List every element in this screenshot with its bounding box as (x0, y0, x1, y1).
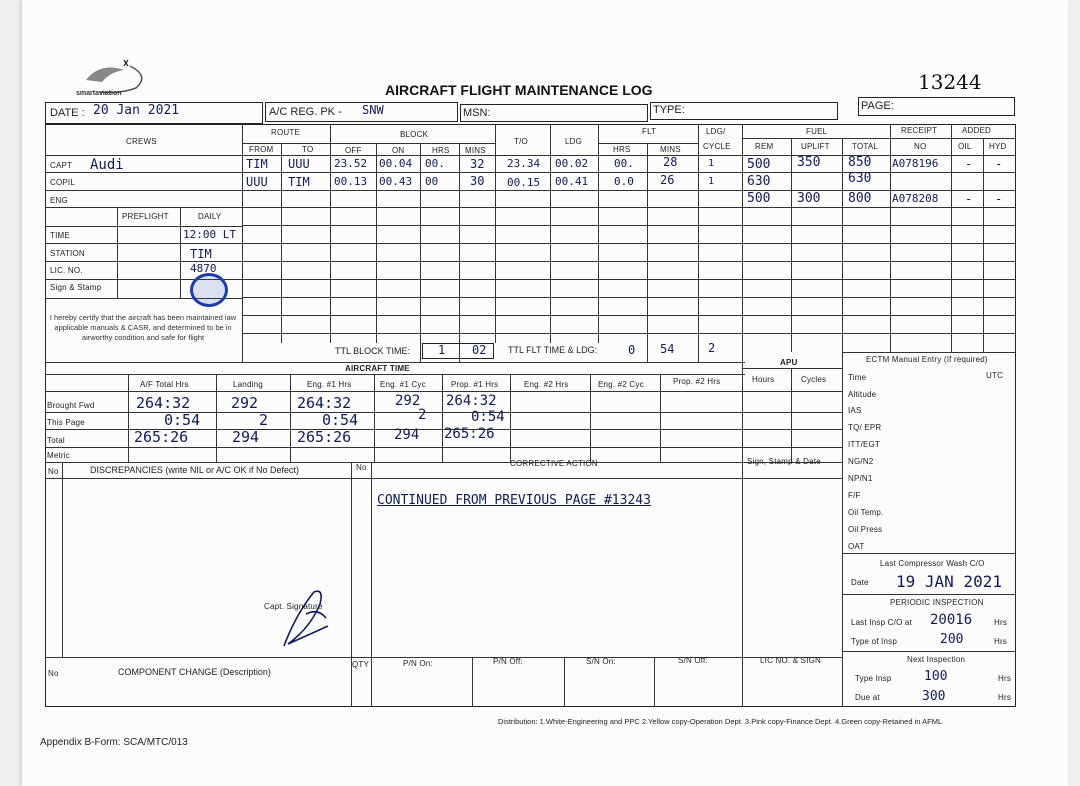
capt-value: Audi (90, 157, 124, 173)
mins-header: MINS (465, 146, 486, 155)
type-insp-value: 200 (940, 632, 964, 647)
this-page-prop1: 0:54 (471, 409, 505, 425)
page-label: PAGE: (861, 100, 894, 112)
brought-fwd-label: Brought Fwd (47, 401, 95, 410)
receipt-header-1: RECEIPT (901, 126, 938, 135)
row1-uplift: 350 (797, 155, 821, 170)
pn-off-header: P/N Off: (493, 657, 523, 666)
corr-no-label: No (356, 463, 367, 472)
ectm-time: Time (848, 373, 867, 382)
col-prop1-hrs: Prop. #1 Hrs (451, 380, 499, 389)
capt-label: CAPT (50, 161, 73, 170)
uplift-header: UPLIFT (801, 142, 830, 151)
apu-hours: Hours (752, 375, 775, 384)
row1-from: TIM (246, 157, 268, 171)
rem-header: REM (755, 142, 774, 151)
inspection-stamp (190, 273, 228, 307)
this-page-af: 0:54 (164, 411, 201, 429)
capt-signature-label: Capt. Signature (264, 602, 323, 611)
row1-to: UUU (288, 157, 310, 171)
this-page-label: This Page (47, 418, 85, 427)
row2-from: UUU (246, 175, 268, 189)
row2-on: 00.43 (379, 175, 413, 188)
row1-off: 23.52 (334, 157, 368, 170)
station-value: TIM (190, 247, 212, 261)
row1-cycle: 1 (708, 158, 715, 169)
row1-oil: - (965, 157, 973, 171)
to-header: TO (302, 145, 314, 154)
row2-ldg: 00.41 (555, 175, 589, 188)
row3-hyd: - (995, 192, 1003, 206)
lic-value: 4870 (190, 262, 217, 275)
reg-value: SNW (362, 103, 384, 117)
continued-note: CONTINUED FROM PREVIOUS PAGE #13243 (377, 493, 651, 508)
page-title: AIRCRAFT FLIGHT MAINTENANCE LOG (385, 82, 653, 98)
ttl-flt-label: TTL FLT TIME & LDG: (508, 345, 598, 355)
next-insp-title: Next Inspection (907, 655, 966, 664)
total-landing: 294 (232, 428, 260, 446)
row1-hyd: - (995, 157, 1003, 171)
block-header: BLOCK (400, 130, 429, 139)
total-header: TOTAL (852, 142, 879, 151)
row2-total: 630 (848, 171, 872, 186)
row1-total: 850 (848, 155, 872, 170)
ectm-ff: F/F (848, 491, 861, 500)
time-label: TIME (50, 231, 70, 240)
brought-fwd-eng1cyc: 292 (395, 393, 421, 409)
corrective-title: CORRECTIVE ACTION (510, 459, 598, 468)
row2-rem: 630 (747, 174, 771, 189)
total-prop1: 265:26 (444, 426, 495, 442)
ttl-block-mins: 02 (472, 343, 487, 357)
ttl-block-label: TTL BLOCK TIME: (335, 346, 411, 356)
total-label: Total (47, 436, 65, 445)
col-eng2-cyc: Eng. #2 Cyc (598, 380, 644, 389)
flt-hrs-header: HRS (613, 145, 631, 154)
time-value: 12:00 LT (183, 228, 236, 241)
ttl-block-hrs: 1 (438, 343, 446, 357)
ectm-ias: IAS (848, 406, 862, 415)
flt-header: FLT (642, 127, 657, 136)
date-label: DATE : (50, 107, 85, 119)
sn-on-header: S/N On: (586, 657, 616, 666)
compressor-title: Last Compressor Wash C/O (880, 559, 985, 568)
type-insp-unit: Hrs (994, 637, 1008, 646)
reg-label: A/C REG. PK - (269, 106, 342, 118)
ectm-oil-temp: Oil Temp. (848, 508, 884, 517)
col-prop2-hrs: Prop. #2 Hrs (673, 377, 721, 386)
compressor-date-value: 19 JAN 2021 (896, 572, 1002, 591)
route-header: ROUTE (271, 128, 300, 137)
disc-no-label: No (48, 467, 59, 476)
row1-on: 00.04 (379, 157, 413, 170)
next-type-value: 100 (924, 669, 948, 684)
off-header: OFF (345, 146, 362, 155)
periodic-title: PERIODIC INSPECTION (890, 598, 984, 607)
next-type-label: Type Insp (855, 674, 892, 683)
crews-header: CREWS (126, 137, 157, 146)
last-insp-label: Last Insp C/O at (851, 618, 913, 627)
row1-receipt: A078196 (892, 157, 939, 170)
to-time-header: T/O (514, 137, 528, 146)
col-landing: Landing (233, 380, 263, 389)
capt-signature (266, 584, 346, 654)
col-af-total: A/F Total Hrs (140, 380, 189, 389)
due-unit: Hrs (998, 693, 1012, 702)
metric-label: Metric (47, 451, 70, 460)
on-header: ON (392, 146, 405, 155)
row1-flt-mins: 28 (663, 155, 678, 169)
logo-text: smartaviation (76, 90, 122, 97)
sign-stamp-label: Sign & Stamp (50, 283, 102, 292)
this-page-landing: 2 (259, 411, 269, 429)
serial-number: 13244 (918, 70, 982, 94)
flt-mins-header: MINS (660, 145, 681, 154)
station-label: STATION (50, 249, 85, 258)
brought-fwd-landing: 292 (231, 394, 259, 412)
ectm-oil-press: Oil Press (848, 525, 883, 534)
date-value: 20 Jan 2021 (93, 103, 180, 118)
next-type-unit: Hrs (998, 674, 1012, 683)
apu-header: APU (780, 358, 798, 367)
row1-mins: 32 (470, 157, 485, 171)
copil-label: COPIL (50, 178, 76, 187)
row1-to-time: 23.34 (507, 157, 541, 170)
appendix-label: Appendix B-Form: SCA/MTC/013 (40, 737, 188, 748)
ttl-flt-hrs: 0 (628, 343, 636, 357)
ectm-itt: ITT/EGT (848, 440, 881, 449)
lic-sign-header: LIC NO. & SIGN (760, 656, 822, 665)
ectm-tq: TQ/ EPR (848, 423, 882, 432)
this-page-eng1: 0:54 (322, 411, 359, 429)
disc-title: DISCREPANCIES (write NIL or A/C OK if No Defect) (90, 465, 300, 475)
total-eng1cyc: 294 (394, 427, 420, 443)
row1-ldg: 00.02 (555, 157, 589, 170)
ttl-flt-ldg: 2 (708, 341, 716, 355)
row2-to-time: 00.15 (507, 176, 541, 189)
row2-to: TIM (288, 175, 310, 189)
type-insp-label: Type of Insp (851, 637, 897, 646)
col-eng1-cyc: Eng. #1 Cyc (380, 380, 426, 389)
preflight-header: PREFLIGHT (122, 212, 169, 221)
ectm-oat: OAT (848, 542, 865, 551)
compressor-date-label: Date (851, 578, 869, 587)
row1-rem: 500 (747, 157, 771, 172)
total-af: 265:26 (134, 428, 189, 446)
apu-cycles: Cycles (801, 375, 827, 384)
component-title: COMPONENT CHANGE (Description) (118, 667, 271, 677)
this-page-eng1cyc: 2 (418, 407, 427, 423)
row2-off: 00.13 (334, 175, 368, 188)
brought-fwd-af: 264:32 (136, 394, 191, 412)
row3-receipt: A078208 (892, 192, 939, 205)
ectm-altitude: Altitude (848, 390, 877, 399)
hrs-header: HRS (432, 146, 450, 155)
row2-mins: 30 (470, 174, 485, 188)
qty-header: QTY (352, 660, 370, 669)
last-insp-value: 20016 (930, 612, 973, 628)
last-insp-unit: Hrs (994, 618, 1008, 627)
certify-text: I hereby certify that the aircraft has been maintained iaw applicable manuals & CASR, and determined to be in airworthy condition and safe for flight (49, 313, 237, 343)
row1-hrs: 00. (425, 157, 445, 170)
distribution-note: Distribution: 1.White-Engineering and PPC 2.Yellow copy-Operation Dept. 3.Pink copy-Finance Dept. 4.Green copy-Retained in AFML (498, 717, 943, 726)
sn-off-header: S/N Off: (678, 656, 708, 665)
ldg-cycle-header-1: LDG/ (706, 127, 726, 136)
row1-flt-hrs: 00. (614, 157, 634, 170)
type-label: TYPE: (653, 104, 685, 116)
ldg-cycle-header-2: CYCLE (703, 142, 731, 151)
row2-cycle: 1 (708, 176, 715, 187)
row3-oil: - (965, 192, 973, 206)
due-label: Due at (855, 693, 880, 702)
col-eng1-hrs: Eng. #1 Hrs (307, 380, 352, 389)
brought-fwd-eng1: 264:32 (297, 394, 352, 412)
ectm-utc: UTC (986, 371, 1004, 380)
row3-uplift: 300 (797, 191, 821, 206)
msn-label: MSN: (463, 107, 491, 119)
brought-fwd-prop1: 264:32 (446, 393, 497, 409)
from-header: FROM (249, 145, 274, 154)
daily-header: DAILY (198, 212, 222, 221)
col-eng2-hrs: Eng. #2 Hrs (524, 380, 569, 389)
eng-label: ENG (50, 196, 68, 205)
ectm-np: NP/N1 (848, 474, 873, 483)
oil-header: OIL (958, 142, 972, 151)
receipt-header-2: NO (914, 142, 927, 151)
ectm-title: ECTM Manual Entry (If required) (866, 355, 988, 364)
pn-on-header: P/N On: (403, 659, 433, 668)
ttl-flt-mins: 54 (660, 342, 675, 356)
fuel-header: FUEL (806, 127, 828, 136)
ectm-ng: NG/N2 (848, 457, 874, 466)
lic-label: LIC. NO. (50, 266, 83, 275)
row3-rem: 500 (747, 191, 771, 206)
hyd-header: HYD (989, 142, 1007, 151)
total-eng1: 265:26 (297, 428, 352, 446)
row2-flt-hrs: 0.0 (614, 175, 634, 188)
added-header: ADDED (962, 126, 992, 135)
row3-total: 800 (848, 191, 872, 206)
sign-stamp-date-title: Sign, Stamp & Date (747, 457, 821, 466)
aircraft-time-title: AIRCRAFT TIME (345, 364, 410, 373)
row2-hrs: 00 (425, 175, 439, 188)
due-value: 300 (922, 689, 946, 704)
ldg-header: LDG (565, 137, 583, 146)
comp-no-label: No (48, 669, 59, 678)
row2-flt-mins: 26 (660, 173, 675, 187)
